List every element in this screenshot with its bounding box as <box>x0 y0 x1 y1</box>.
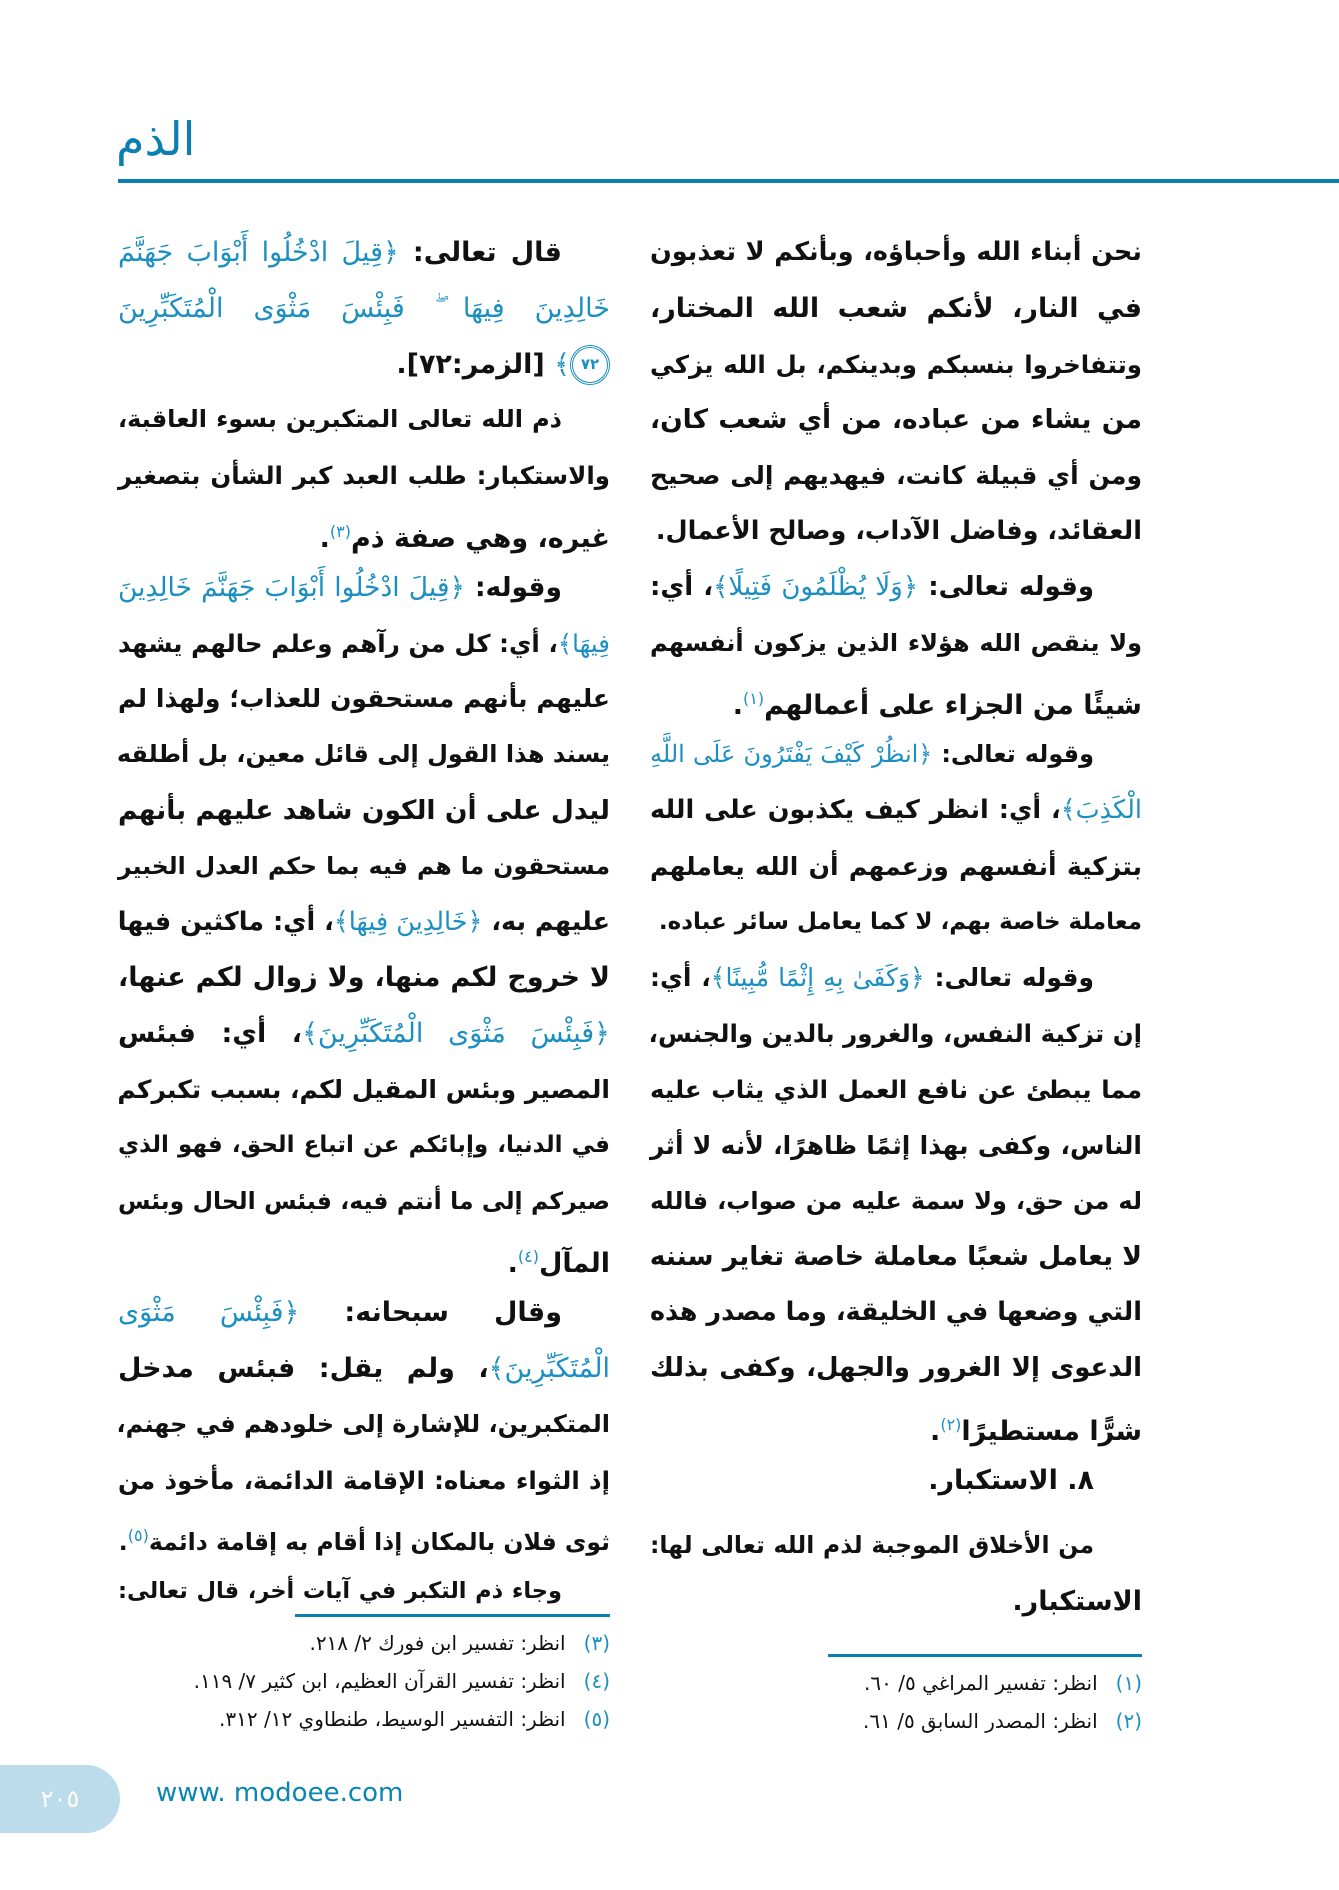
text-segment: الاستكبار. <box>1012 1586 1142 1618</box>
text-line <box>118 1397 610 1453</box>
text-line <box>118 727 610 783</box>
text-segment: . <box>732 690 743 722</box>
text-line <box>118 337 610 393</box>
footnote-reference: (٤) <box>517 1247 539 1267</box>
text-segment: شيئًا من الجزاء على أعمالهم <box>764 690 1142 722</box>
quran-verse: ﴿وَكَفَىٰ بِهِ إِثْمًا مُّبِينًا﴾ <box>710 963 925 993</box>
text-segment: بتزكية أنفسهم وزعمهم أن الله يعاملهم <box>650 851 1142 881</box>
text-segment: . <box>930 1415 941 1447</box>
text-segment: ولا ينقص الله هؤلاء الذين يزكون أنفسهم <box>650 628 1142 657</box>
text-line <box>118 616 610 672</box>
footnote <box>650 1664 1142 1702</box>
paragraph <box>650 560 1142 727</box>
text-line <box>650 1397 1142 1453</box>
footnote-number: (٢) <box>1115 1709 1142 1733</box>
footnote-text: انظر: تفسير ابن فورك ٢/ ٢١٨. <box>309 1631 566 1655</box>
quran-verse: ﴿فَبِئْسَ مَثْوَى الْمُتَكَبِّرِينَ﴾ <box>302 1018 610 1050</box>
text-line <box>118 1174 610 1230</box>
text-segment: مما يبطئ عن نافع العمل الذي يثاب عليه <box>650 1074 1142 1104</box>
text-line <box>650 1062 1142 1118</box>
text-segment: الناس، وكفى بهذا إثمًا ظاهرًا، لأنه لا أثر <box>650 1130 1142 1160</box>
text-segment: لا خروج لكم منها، ولا زوال لكم عنها، <box>118 962 610 994</box>
footnote-number: (٣) <box>583 1631 610 1655</box>
text-segment: . <box>118 1528 128 1557</box>
text-line <box>650 337 1142 393</box>
text-line <box>650 1453 1142 1509</box>
footnote-divider-left <box>295 1614 610 1617</box>
quran-verse: ﴾ <box>554 348 570 380</box>
text-segment: العقائد، وفاضل الآداب، وصالح الأعمال. <box>655 515 1142 546</box>
text-line <box>650 839 1142 895</box>
quran-verse: ﴿فَبِئْسَ مَثْوَى <box>118 1297 300 1329</box>
text-line <box>118 1453 610 1509</box>
text-segment: ، أي: كل من رآهم وعلم حالهم يشهد <box>118 628 558 658</box>
quran-verse: الْكَذِبَ﴾ <box>1060 794 1142 825</box>
text-segment: [الزمر:٧٢]. <box>396 348 555 380</box>
text-segment: لا يعامل شعبًا معاملة خاصة تغاير سننه <box>649 1241 1142 1273</box>
text-segment: وقوله تعالى: <box>924 963 1094 993</box>
text-line <box>118 448 610 504</box>
text-segment: المصير وبئس المقيل لكم، بسبب تكبركم <box>117 1074 610 1104</box>
text-segment: . <box>319 522 330 554</box>
text-segment: له من حق، ولا سمة عليه من صواب، فالله <box>650 1186 1142 1215</box>
text-line <box>118 392 610 448</box>
text-segment: من الأخلاق الموجبة لذم الله تعالى لها: <box>650 1531 1094 1560</box>
text-line <box>118 504 610 560</box>
page-number-badge: ٢٠٥ <box>0 1765 120 1833</box>
footnote-reference: (٥) <box>127 1526 149 1546</box>
quran-verse: ﴿قِيلَ ادْخُلُوا أَبْوَابَ جَهَنَّمَ <box>118 237 399 268</box>
text-segment: ليدل على أن الكون شاهد عليهم بأنهم <box>118 794 610 826</box>
text-line <box>650 392 1142 448</box>
text-segment: وجاء ذم التكبر في آيات أخر، قال تعالى: <box>118 1578 562 1605</box>
text-line <box>650 448 1142 504</box>
text-line <box>118 1229 610 1285</box>
footnote-number: (٤) <box>583 1669 610 1693</box>
footnote-reference: (٢) <box>940 1414 962 1434</box>
text-line <box>650 281 1142 337</box>
text-line <box>118 839 610 895</box>
website-link[interactable]: www. modoee.com <box>156 1778 404 1808</box>
paragraph <box>118 1564 610 1620</box>
text-segment: من يشاء من عباده، من أي شعب كان، <box>650 404 1142 436</box>
text-segment: وقوله: <box>465 571 562 603</box>
text-segment: وقوله تعالى: <box>918 571 1094 602</box>
text-line <box>118 1508 610 1564</box>
text-segment: ، أي: ماكثين فيها <box>117 906 334 937</box>
text-segment: وتتفاخروا بنسبكم وبدينكم، بل الله يزكي <box>650 349 1142 379</box>
quran-verse: فِيهَا﴾ <box>557 628 610 658</box>
text-line <box>118 1564 610 1620</box>
footnote-reference: (١) <box>742 689 765 709</box>
paragraph <box>118 225 610 392</box>
text-line <box>650 783 1142 839</box>
text-segment: معاملة خاصة بهم، لا كما يعامل سائر عباده. <box>658 908 1142 935</box>
footnote-text: انظر: تفسير المراغي ٥/ ٦٠. <box>864 1671 1098 1695</box>
text-segment: يسند هذا القول إلى قائل معين، بل أطلقه <box>116 740 610 769</box>
paragraph <box>650 1453 1142 1509</box>
quran-verse: خَالِدِينَ فِيهَا ۖ فَبِئْسَ مَثْوَى الْمُتَكَبِّرِينَ <box>118 292 610 324</box>
paragraph <box>118 1285 610 1564</box>
footnote-number: (١) <box>1115 1671 1142 1695</box>
text-segment: قال تعالى: <box>398 237 562 268</box>
text-segment: غيره، وهي صفة ذم <box>350 522 610 554</box>
footnote-text: انظر: المصدر السابق ٥/ ٦١. <box>863 1709 1098 1733</box>
paragraph <box>118 392 610 559</box>
text-line <box>650 1341 1142 1397</box>
text-line <box>118 783 610 839</box>
text-segment: . <box>507 1248 518 1280</box>
text-line <box>650 671 1142 727</box>
text-line <box>118 1006 610 1062</box>
text-segment: ٨. الاستكبار. <box>928 1464 1094 1496</box>
quran-verse: ﴿انظُرْ كَيْفَ يَفْتَرُونَ عَلَى اللَّهِ <box>650 740 933 769</box>
text-line <box>650 616 1142 672</box>
text-segment: ، أي: <box>650 571 714 602</box>
text-segment: ، ولم يقل: فبئس مدخل <box>118 1352 489 1384</box>
paragraph <box>650 1518 1142 1630</box>
text-line <box>118 1118 610 1174</box>
text-line <box>650 895 1142 951</box>
text-segment: ومن أي قبيلة كانت، فيهديهم إلى صحيح <box>650 461 1142 491</box>
text-line <box>650 560 1142 616</box>
text-line <box>650 504 1142 560</box>
text-line <box>650 950 1142 1006</box>
header-divider <box>118 179 1339 183</box>
ayah-number-ornament: ٧٢ <box>570 345 610 385</box>
text-line <box>650 1574 1142 1630</box>
text-segment: والاستكبار: طلب العبد كبر الشأن بتصغير <box>118 461 610 491</box>
paragraph <box>650 727 1142 950</box>
text-line <box>118 225 610 281</box>
paragraph <box>650 225 1142 560</box>
footnote-reference: (٣) <box>329 521 351 541</box>
spacer <box>650 1508 1142 1518</box>
text-line <box>118 1285 610 1341</box>
text-line <box>118 895 610 951</box>
text-segment: ، أي: انظر كيف يكذبون على الله <box>650 794 1061 825</box>
text-segment: في الدنيا، وإبائكم عن اتباع الحق، فهو الذي <box>118 1131 610 1158</box>
text-segment: التي وضعها في الخليقة، وما مصدر هذه <box>650 1297 1142 1328</box>
text-segment: عليهم به، <box>482 906 610 937</box>
text-line <box>650 1285 1142 1341</box>
text-line <box>650 225 1142 281</box>
text-segment: إن تزكية النفس، والغرور بالدين والجنس، <box>648 1019 1142 1049</box>
text-line <box>118 1062 610 1118</box>
paragraph <box>118 560 610 1285</box>
quran-verse: ﴿وَلَا يُظْلَمُونَ فَتِيلًا﴾ <box>713 571 919 602</box>
quran-verse: الْمُتَكَبِّرِينَ﴾ <box>488 1352 610 1384</box>
text-segment: وقال سبحانه: <box>299 1297 562 1329</box>
footnotes-left <box>118 1624 610 1738</box>
right-text-column <box>650 225 1142 1630</box>
text-line <box>650 727 1142 783</box>
text-segment: المتكبرين، للإشارة إلى خلودهم في جهنم، <box>116 1409 610 1438</box>
text-segment: ، أي: فبئس <box>118 1018 303 1050</box>
footnote <box>650 1702 1142 1740</box>
footnote <box>118 1662 610 1700</box>
text-line <box>118 560 610 616</box>
chapter-title: الذم <box>116 112 196 166</box>
footnote-divider-right <box>828 1654 1142 1657</box>
text-line <box>118 671 610 727</box>
text-line <box>118 281 610 337</box>
text-segment: وقوله تعالى: <box>932 740 1095 769</box>
footnotes-right <box>650 1664 1142 1740</box>
text-segment: عليهم بأنهم مستحقون للعذاب؛ ولهذا لم <box>118 684 610 714</box>
paragraph <box>650 950 1142 1452</box>
text-segment: مستحقون ما هم فيه بما حكم العدل الخبير <box>118 851 610 880</box>
text-line <box>650 1118 1142 1174</box>
text-line <box>650 1518 1142 1574</box>
text-segment: إذ الثواء معناه: الإقامة الدائمة، مأخوذ من <box>118 1465 610 1495</box>
text-segment: الدعوى إلا الغرور والجهل، وكفى بذلك <box>650 1352 1142 1383</box>
text-segment: شرًّا مستطيرًا <box>961 1415 1142 1447</box>
footnote-text: انظر: تفسير القرآن العظيم، ابن كثير ٧/ ١١٩. <box>193 1669 566 1693</box>
text-line <box>650 1229 1142 1285</box>
text-segment: صيركم إلى ما أنتم فيه، فبئس الحال وبئس <box>118 1186 610 1215</box>
quran-verse: ﴿خَالِدِينَ فِيهَا﴾ <box>333 906 483 937</box>
left-text-column <box>118 225 610 1620</box>
text-segment: المآل <box>538 1248 610 1280</box>
footnote-text: انظر: التفسير الوسيط، طنطاوي ١٢/ ٣١٢. <box>219 1707 566 1731</box>
footnote <box>118 1700 610 1738</box>
text-segment: ثوى فلان بالمكان إذا أقام به إقامة دائمة <box>148 1528 610 1557</box>
text-segment: في النار، لأنكم شعب الله المختار، <box>650 292 1142 324</box>
text-segment: ، أي: <box>650 963 711 993</box>
text-line <box>650 1174 1142 1230</box>
footnote <box>118 1624 610 1662</box>
text-segment: ذم الله تعالى المتكبرين بسوء العاقبة، <box>118 405 562 434</box>
text-segment: نحن أبناء الله وأحباؤه، وبأنكم لا تعذبون <box>650 237 1142 267</box>
text-line <box>118 950 610 1006</box>
text-line <box>650 1006 1142 1062</box>
footnote-number: (٥) <box>583 1707 610 1731</box>
quran-verse: ﴿قِيلَ ادْخُلُوا أَبْوَابَ جَهَنَّمَ خَالِدِينَ <box>118 571 466 603</box>
text-line <box>118 1341 610 1397</box>
